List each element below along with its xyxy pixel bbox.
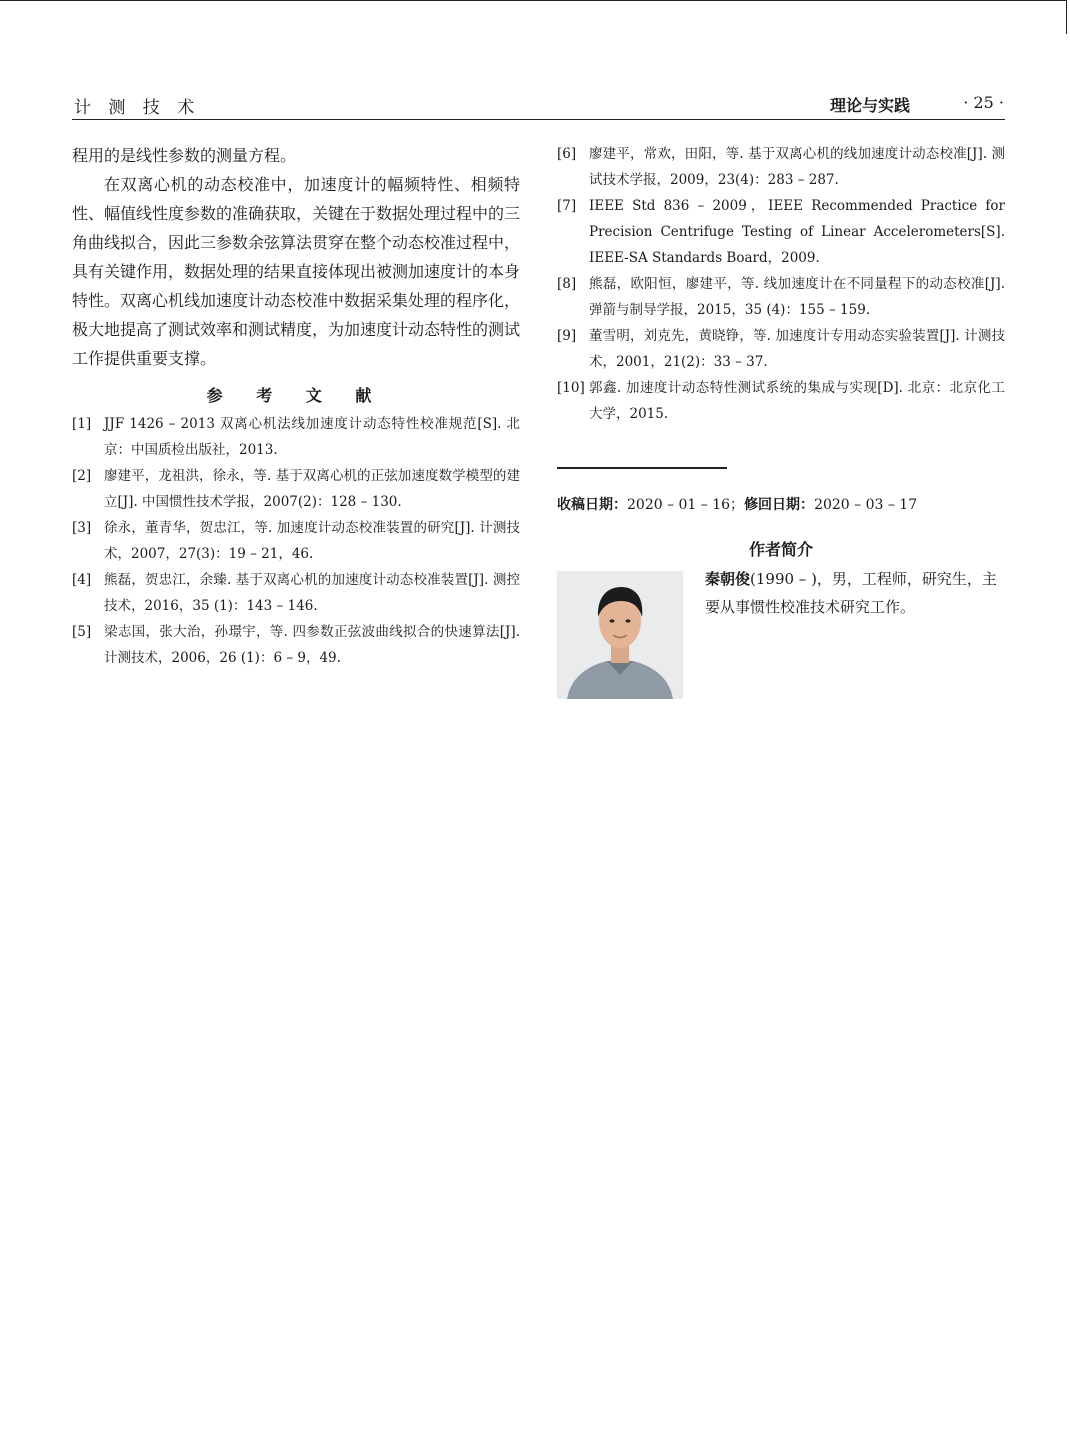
section-name: 理论与实践 xyxy=(829,96,910,115)
reference-item xyxy=(72,463,520,515)
reference-number: [6] xyxy=(557,146,577,162)
journal-name: 计 测 技 术 xyxy=(74,98,201,118)
left-column xyxy=(72,141,520,671)
page-number: · 25 · xyxy=(963,93,1004,112)
reference-item xyxy=(557,271,1005,323)
references-heading: 参 考 文 献 xyxy=(206,386,386,405)
reference-text: 熊磊，贺忠江，余臻. 基于双离心机的加速度计动态校准装置[J]. 测控技术，2016，35 (1)：143 – 146. xyxy=(104,572,520,614)
reference-number: [2] xyxy=(72,468,92,484)
reference-text: IEEE Std 836 – 2009，IEEE Recommended Practice for Precision Centrifuge Testing of Linear Accelerometers[S]. IEEE-SA Standards Board，2009. xyxy=(589,198,1005,266)
reference-list-left xyxy=(72,411,520,671)
reference-item xyxy=(557,141,1005,193)
reference-number: [1] xyxy=(72,416,92,432)
reference-text: 董雪明，刘克先，黄晓铮，等. 加速度计专用动态实验装置[J]. 计测技术，2001，21(2)：33 – 37. xyxy=(589,328,1005,370)
author-bio xyxy=(557,565,1005,699)
reference-list-right xyxy=(557,141,1005,427)
revised-label: 修回日期： xyxy=(744,496,815,513)
reference-item xyxy=(557,375,1005,427)
reference-item xyxy=(72,619,520,671)
header-rule xyxy=(72,119,1005,120)
author-photo xyxy=(557,571,683,699)
author-name: 秦朝俊 xyxy=(705,569,751,588)
author-bio-text xyxy=(705,565,1005,621)
body-paragraph: 程用的是线性参数的测量方程。 xyxy=(72,146,297,165)
author-portrait-image xyxy=(557,571,683,699)
reference-number: [5] xyxy=(72,624,92,640)
reference-text: 廖建平，常欢，田阳，等. 基于双离心机的线加速度计动态校准[J]. 测试技术学报，2009，23(4)：283 – 287. xyxy=(589,146,1005,188)
reference-number: [10] xyxy=(557,380,585,396)
reference-number: [4] xyxy=(72,572,92,588)
received-label: 收稿日期： xyxy=(557,496,627,513)
body-paragraph: 在双离心机的动态校准中，加速度计的幅频特性、相频特性、幅值线性度参数的准确获取，关键在于数据处理过程中的三角曲线拟合，因此三参数余弦算法贯穿在整个动态校准过程中，具有关键作用，数据处理的结果直接体现出被测加速度计的本身特性。双离心机线加速度计动态校准中数据采集处理的程序化，极大地提高了测试效率和测试精度，为加速度计动态特性的测试工作提供重要支撑。 xyxy=(72,175,521,368)
reference-text: 郭鑫. 加速度计动态特性测试系统的集成与实现[D]. 北京：北京化工大学，2015. xyxy=(589,380,1005,422)
page-border-top xyxy=(0,0,1066,1)
reference-item xyxy=(557,193,1005,271)
right-column xyxy=(557,141,1005,699)
reference-text: 熊磊，欧阳恒，廖建平，等. 线加速度计在不同量程下的动态校准[J]. 弹箭与制导学报，2015，35 (4)：155 – 159. xyxy=(589,276,1005,318)
reference-number: [3] xyxy=(72,520,92,536)
running-head xyxy=(74,93,1004,117)
reference-text: 梁志国，张大治，孙璟宇，等. 四参数正弦波曲线拟合的快速算法[J]. 计测技术，2006，26 (1)：6 – 9，49. xyxy=(104,624,520,666)
submission-dates xyxy=(557,495,1005,515)
footnote-rule xyxy=(557,467,727,469)
reference-text: JJF 1426 – 2013 双离心机法线加速度计动态特性校准规范[S]. 北京：中国质检出版社，2013. xyxy=(104,416,520,458)
page-border-right xyxy=(1066,0,1067,34)
revised-date: 2020 – 03 – 17 xyxy=(814,496,918,513)
author-bio-heading: 作者简介 xyxy=(748,539,813,559)
reference-text: 徐永，董青华，贺忠江，等. 加速度计动态校准装置的研究[J]. 计测技术，2007，27(3)：19 – 21，46. xyxy=(104,520,520,562)
reference-number: [7] xyxy=(557,198,577,214)
reference-item xyxy=(72,567,520,619)
received-date: 2020 – 01 – 16； xyxy=(627,496,745,513)
reference-item xyxy=(557,323,1005,375)
reference-number: [8] xyxy=(557,276,577,292)
reference-item xyxy=(72,515,520,567)
author-description: (1990 – )，男，工程师，研究生，主要从事惯性校准技术研究工作。 xyxy=(705,569,997,616)
reference-item xyxy=(72,411,520,463)
reference-number: [9] xyxy=(557,328,577,344)
reference-text: 廖建平，龙祖洪，徐永，等. 基于双离心机的正弦加速度数学模型的建立[J]. 中国惯性技术学报，2007(2)：128 – 130. xyxy=(104,468,520,510)
